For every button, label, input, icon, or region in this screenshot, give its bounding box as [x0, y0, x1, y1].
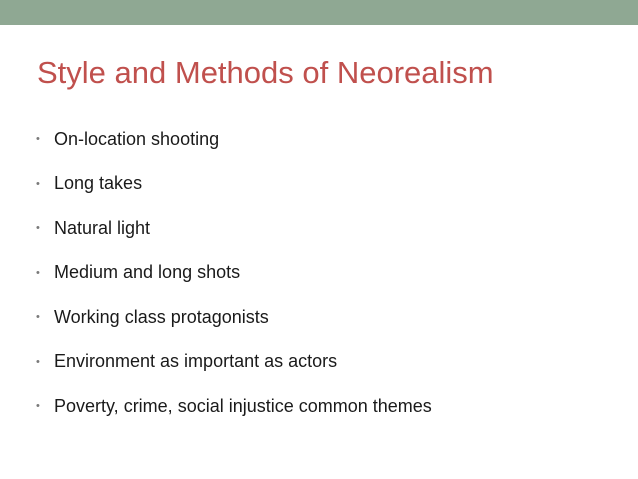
bullet-item [36, 117, 432, 162]
bullet-icon: • [36, 355, 40, 368]
bullet-item [36, 295, 432, 340]
bullet-icon: • [36, 177, 40, 190]
bullet-icon: • [36, 222, 40, 235]
bullet-item [36, 340, 432, 385]
slide-title: Style and Methods of Neorealism [37, 55, 494, 90]
bullet-text: Environment as important as actors [54, 351, 338, 372]
top-accent-bar [0, 0, 638, 25]
bullet-text: Poverty, crime, social injustice common themes [54, 395, 432, 416]
bullet-item [36, 384, 432, 429]
bullet-text: On-location shooting [54, 128, 220, 149]
bullet-item [36, 251, 432, 296]
bullet-text: Natural light [54, 217, 151, 238]
bullet-list [36, 117, 432, 429]
bullet-icon: • [36, 400, 40, 413]
bullet-text: Long takes [54, 173, 143, 194]
bullet-item [36, 162, 432, 207]
bullet-icon: • [36, 311, 40, 324]
bullet-icon: • [36, 266, 40, 279]
bullet-item [36, 206, 432, 251]
bullet-text: Working class protagonists [54, 306, 269, 327]
bullet-text: Medium and long shots [54, 262, 241, 283]
bullet-icon: • [36, 133, 40, 146]
